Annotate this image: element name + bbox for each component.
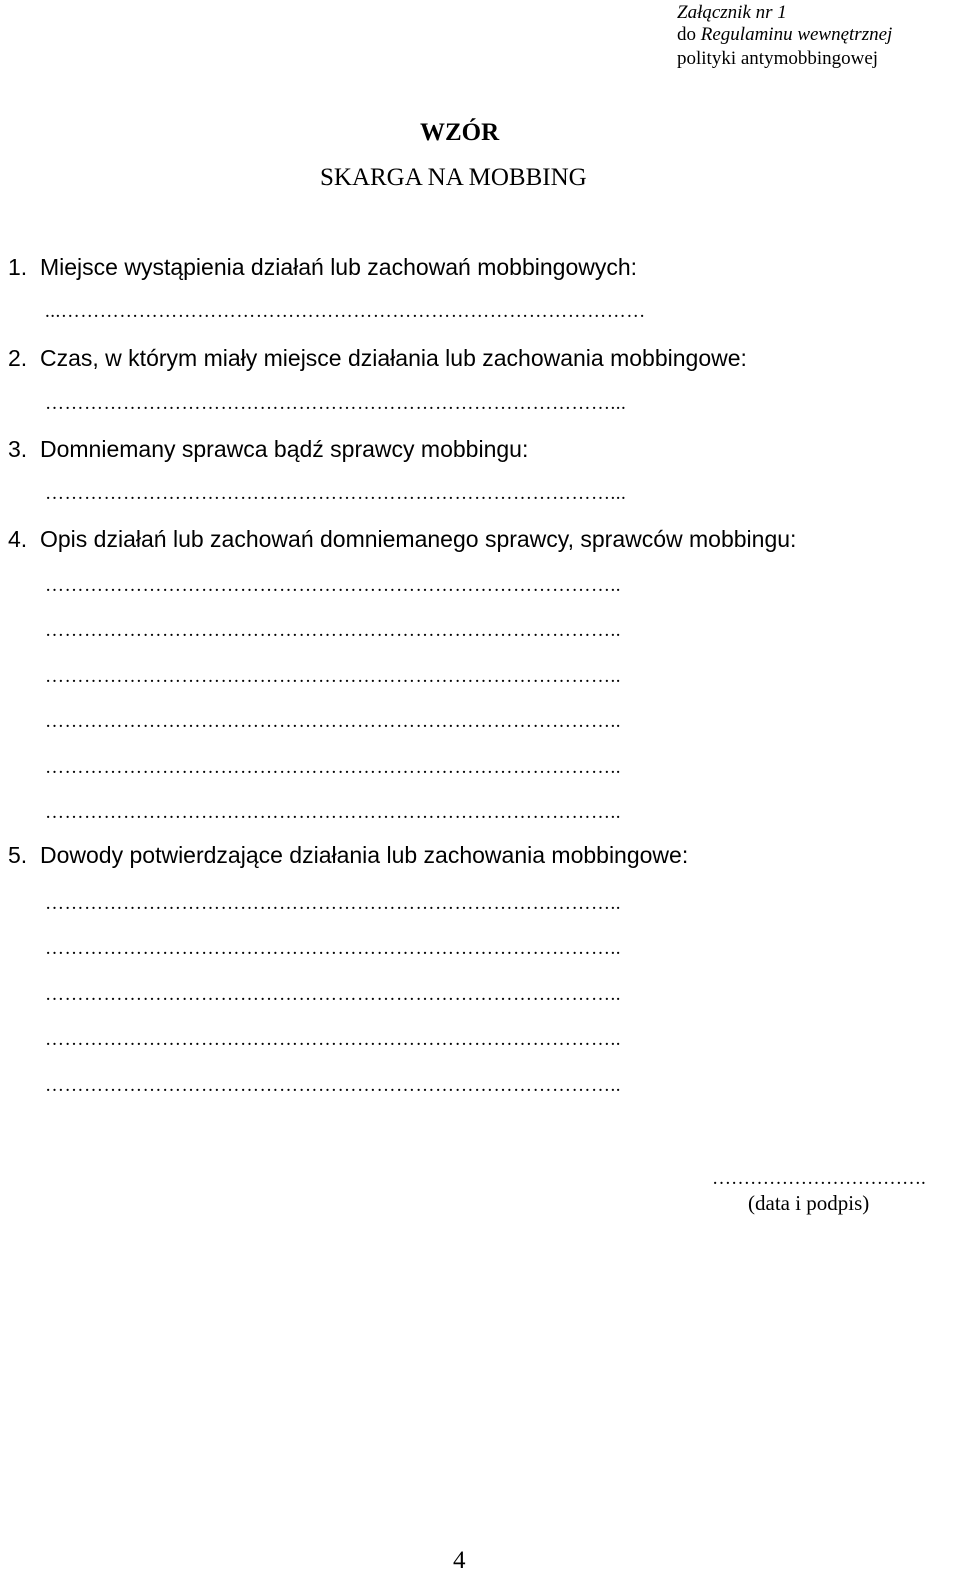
page-number: 4 xyxy=(453,1547,466,1574)
section-5-fill-line-2[interactable]: …………………………………………………………………………….. xyxy=(45,939,621,958)
section-4-fill-line-5[interactable]: …………………………………………………………………………….. xyxy=(45,758,621,777)
signature-label: (data i podpis) xyxy=(748,1191,870,1215)
section-4-fill-line-6[interactable]: …………………………………………………………………………….. xyxy=(45,803,621,822)
section-2-fill-line[interactable]: ……………………………………………………………………………... xyxy=(45,394,627,413)
regulation-reference-title: Regulaminu wewnętrznej xyxy=(700,24,893,45)
regulation-reference-prefix: do xyxy=(677,24,701,45)
section-4-heading xyxy=(8,528,796,551)
section-2-heading xyxy=(8,347,747,370)
policy-name: polityki antymobbingowej xyxy=(677,48,879,69)
section-number: 1. xyxy=(8,254,28,280)
section-3-fill-line[interactable]: ……………………………………………………………………………... xyxy=(45,484,627,503)
document-title: WZÓR xyxy=(420,119,500,146)
section-number: 4. xyxy=(8,526,28,552)
signature-fill-line[interactable]: ……………………………. xyxy=(712,1168,926,1189)
section-label: Domniemany sprawca bądź sprawcy mobbingu: xyxy=(40,436,529,462)
section-number: 5. xyxy=(8,842,28,868)
section-5-fill-line-3[interactable]: …………………………………………………………………………….. xyxy=(45,985,621,1004)
section-5-fill-line-4[interactable]: …………………………………………………………………………….. xyxy=(45,1030,621,1049)
section-label: Czas, w którym miały miejsce działania lub zachowania mobbingowe: xyxy=(40,345,747,371)
section-3-heading xyxy=(8,438,528,461)
section-label: Opis działań lub zachowań domniemanego sprawcy, sprawców mobbingu: xyxy=(40,526,797,552)
section-5-fill-line-5[interactable]: …………………………………………………………………………….. xyxy=(45,1076,621,1095)
section-1-fill-line[interactable]: ...……………………………………………………………………………… xyxy=(45,302,646,321)
document-subtitle: SKARGA NA MOBBING xyxy=(320,164,587,191)
section-4-fill-line-3[interactable]: …………………………………………………………………………….. xyxy=(45,667,621,686)
section-4-fill-line-1[interactable]: …………………………………………………………………………….. xyxy=(45,576,621,595)
section-5-fill-line-1[interactable]: …………………………………………………………………………….. xyxy=(45,894,621,913)
section-label: Miejsce wystąpienia działań lub zachowań mobbingowych: xyxy=(40,254,638,280)
section-1-heading xyxy=(8,256,637,279)
section-5-heading xyxy=(8,844,688,867)
section-number: 2. xyxy=(8,345,28,371)
regulation-reference xyxy=(677,25,892,44)
attachment-number: Załącznik nr 1 xyxy=(677,2,787,23)
section-number: 3. xyxy=(8,436,28,462)
section-4-fill-line-2[interactable]: …………………………………………………………………………….. xyxy=(45,621,621,640)
section-4-fill-line-4[interactable]: …………………………………………………………………………….. xyxy=(45,712,621,731)
section-label: Dowody potwierdzające działania lub zachowania mobbingowe: xyxy=(40,842,689,868)
